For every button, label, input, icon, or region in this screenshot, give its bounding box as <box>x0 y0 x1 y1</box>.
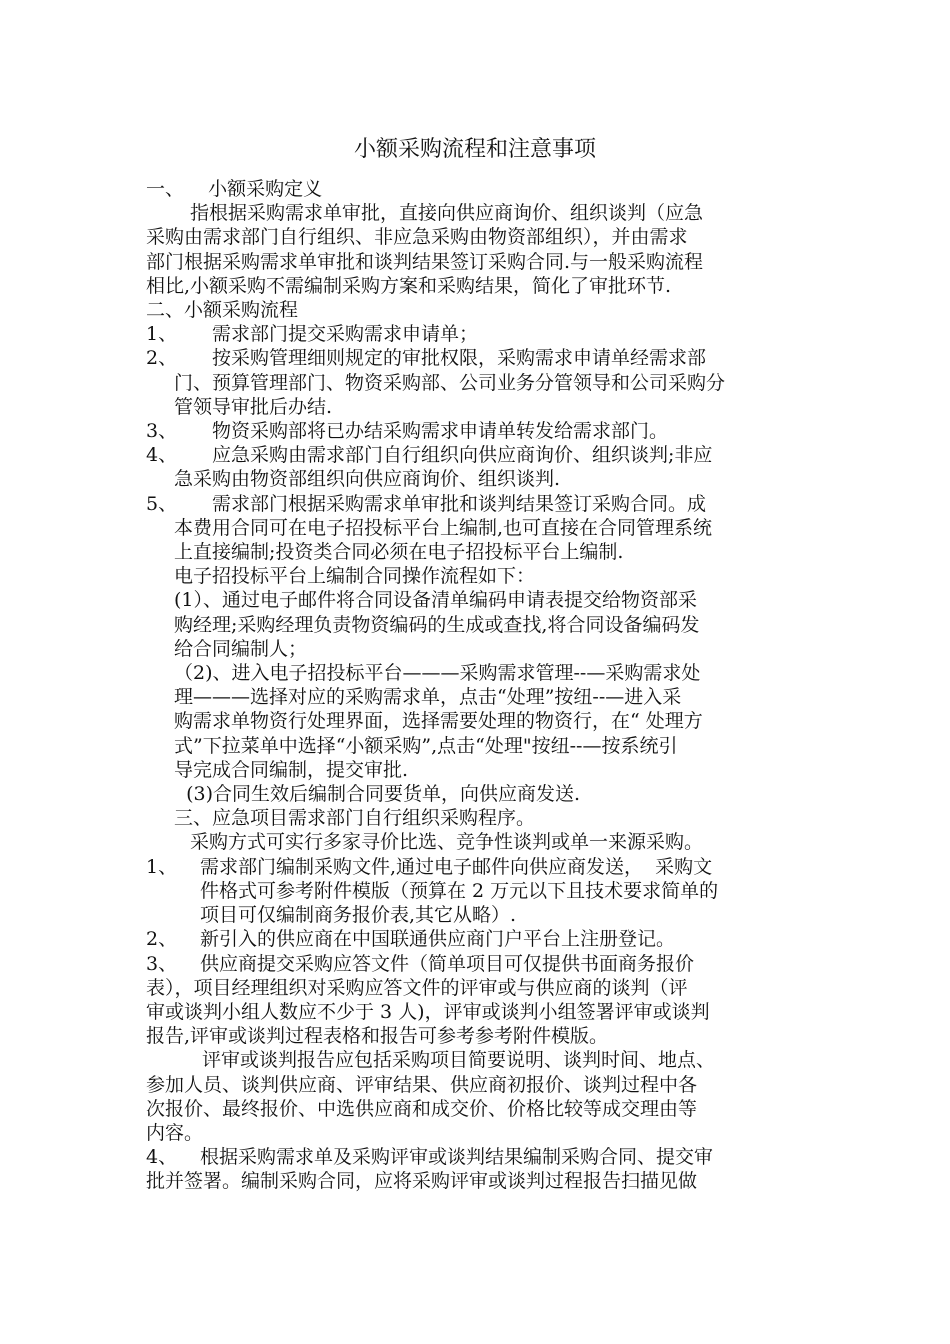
list-item-number: 1、 <box>146 323 178 346</box>
list-item-line: 物资采购部将已办结采购需求申请单转发给需求部门。 <box>212 420 669 443</box>
paragraph-line: 评审或谈判报告应包括采购项目简要说明、谈判时间、地点、 <box>202 1049 716 1072</box>
document-body <box>146 177 810 1194</box>
list-item-number: 1、 <box>146 855 178 878</box>
section-1-heading: 一、 小额采购定义 <box>146 178 323 200</box>
list-item-line: 本费用合同可在电子招投标平台上编制,也可直接在合同管理系统 <box>174 516 713 539</box>
list-item-line: 应急采购由需求部门自行组织向供应商询价、组织谈判;非应 <box>212 444 713 467</box>
list-item-number: 4、 <box>146 444 178 467</box>
section-3-list <box>146 855 810 1049</box>
section-1-paragraph <box>146 201 810 298</box>
section-2-list <box>146 322 810 564</box>
paragraph-line: 次报价、最终报价、中选供应商和成交价、价格比较等成交理由等 <box>146 1097 698 1120</box>
list-item-number: 3、 <box>146 420 178 443</box>
list-item <box>146 1145 810 1193</box>
list-item <box>146 322 810 346</box>
list-item-line: 需求部门根据采购需求单审批和谈判结果签订采购合同。成 <box>212 492 707 515</box>
list-item-line: 项目可仅编制商务报价表,其它从略）. <box>200 904 517 927</box>
list-item-number: 5、 <box>146 492 178 515</box>
section-3-heading: 三、应急项目需求部门自行组织采购程序。 <box>174 807 536 830</box>
list-item-line: 审或谈判小组人数应不少于 3 人)，评审或谈判小组签署评审或谈判 <box>146 1000 710 1023</box>
list-item-line: 新引入的供应商在中国联通供应商门户平台上注册登记。 <box>200 928 676 951</box>
list-item-line: 门、预算管理部门、物资采购部、公司业务分管领导和公司采购分 <box>174 371 726 394</box>
paragraph-line: 采购由需求部门自行组织、非应急采购由物资部组织），并由需求 <box>146 226 688 249</box>
step-line: (1）、通过电子邮件将合同设备清单编码申请表提交给物资部采 <box>174 589 698 612</box>
list-item <box>146 927 810 951</box>
step-line: (3)合同生效后编制合同要货单，向供应商发送. <box>174 783 581 806</box>
step-line: 购需求单物资行处理界面，选择需要处理的物资行，在“ 处理方 <box>174 710 703 733</box>
list-item-line: 急采购由物资部组织向供应商询价、组织谈判. <box>174 468 561 491</box>
paragraph-line: 指根据采购需求单审批，直接向供应商询价、组织谈判（应急 <box>190 202 704 225</box>
report-content-paragraph <box>146 1048 810 1145</box>
list-item-line: 供应商提交采购应答文件（简单项目可仅提供书面商务报价 <box>200 952 695 975</box>
list-item <box>146 443 810 491</box>
step-line: 购经理;采购经理负责物资编码的生成或查找,将合同设备编码发 <box>174 613 700 636</box>
paragraph-line: 相比,小额采购不需编制采购方案和采购结果，简化了审批环节. <box>146 274 672 297</box>
list-item-line: 管领导审批后办结. <box>174 395 333 418</box>
list-item-line: 报告,评审或谈判过程表格和报告可参考参考附件模版。 <box>146 1025 609 1048</box>
list-item-number: 2、 <box>146 928 178 951</box>
paragraph-line: 部门根据采购需求单审批和谈判结果签订采购合同.与一般采购流程 <box>146 250 704 273</box>
list-item-line: 按采购管理细则规定的审批权限，采购需求申请单经需求部 <box>212 347 707 370</box>
list-item-line: 表），项目经理组织对采购应答文件的评审或与供应商的谈判（评 <box>146 976 688 999</box>
section-3-intro: 采购方式可实行多家寻价比选、竞争性谈判或单一来源采购。 <box>190 831 704 854</box>
step-line: 给合同编制人； <box>174 637 308 660</box>
list-item-line: 件格式可参考附件模版（预算在 2 万元以下且技术要求简单的 <box>200 879 719 902</box>
list-item-line: 上直接编制;投资类合同必须在电子招投标平台上编制. <box>174 541 624 564</box>
step-line: （2)、进入电子招投标平台———采购需求管理--—采购需求处 <box>174 662 701 685</box>
document-title: 小额采购流程和注意事项 <box>353 137 596 162</box>
paragraph-line: 内容。 <box>146 1121 204 1144</box>
operation-steps <box>146 564 810 830</box>
list-item-line: 需求部门提交采购需求申请单； <box>212 323 479 346</box>
section-2-heading: 二、小额采购流程 <box>146 299 299 322</box>
step-line: 式”下拉菜单中选择“小额采购”,点击“处理"按纽--—按系统引 <box>174 734 678 757</box>
list-item-number: 2、 <box>146 347 178 370</box>
list-item-line: 根据采购需求单及采购评审或谈判结果编制采购合同、提交审 <box>200 1146 714 1169</box>
list-item <box>146 346 810 419</box>
list-item-line: 需求部门编制采购文件,通过电子邮件向供应商发送， 采购文 <box>200 855 713 878</box>
list-item <box>146 855 810 928</box>
step-line: 导完成合同编制，提交审批. <box>174 758 409 781</box>
list-item <box>146 492 810 565</box>
list-item <box>146 419 810 443</box>
paragraph-line: 参加人员、谈判供应商、评审结果、供应商初报价、谈判过程中各 <box>146 1073 698 1096</box>
step-line: 理———选择对应的采购需求单，点击“处理”按纽--—进入采 <box>174 686 682 709</box>
list-item <box>146 952 810 1049</box>
list-item-line: 批并签署。编制采购合同，应将采购评审或谈判过程报告扫描见做 <box>146 1170 698 1193</box>
list-item-number: 3、 <box>146 952 178 975</box>
steps-intro: 电子招投标平台上编制合同操作流程如下： <box>174 565 536 588</box>
list-item-number: 4、 <box>146 1146 178 1169</box>
